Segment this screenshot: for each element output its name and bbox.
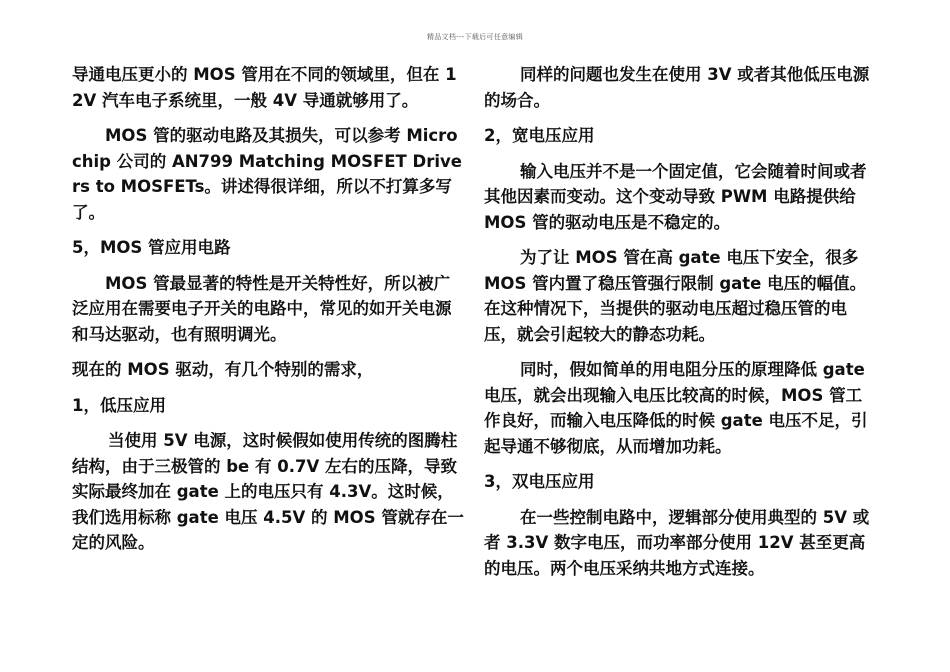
right-column bbox=[484, 62, 876, 591]
page-header: 精品文档---下载后可任意编辑 bbox=[426, 33, 524, 41]
paragraph: 当使用 5V 电源，这时候假如使用传统的图腾柱结构，由于三极管的 be 有 0.7V 左右的压降，导致实际最终加在 gate 上的电压只有 4.3V。这时候，我们选用标称 gate 电压 4.5V 的 MOS 管就存在一定的风险。 bbox=[72, 431, 464, 552]
paragraph: 在一些控制电路中，逻辑部分使用典型的 5V 或者 3.3V 数字电压，而功率部分使用 12V 甚至更高的电压。两个电压采纳共地方式连接。 bbox=[484, 507, 870, 578]
left-column bbox=[72, 62, 464, 566]
paragraph: MOS 管的驱动电路及其损失，可以参考 Microchip 公司的 AN799 Matching MOSFET Drivers to MOSFETs。讲述得很详细，所以不打算多写了。 bbox=[72, 126, 462, 222]
paragraph: 同样的问题也发生在使用 3V 或者其他低压电源的场合。 bbox=[484, 65, 870, 110]
section-heading: 2，宽电压应用 bbox=[484, 126, 595, 145]
section-heading: 5，MOS 管应用电路 bbox=[72, 238, 231, 257]
paragraph: 导通电压更小的 MOS 管用在不同的领域里，但在 12V 汽车电子系统里，一般 4V 导通就够用了。 bbox=[72, 65, 457, 110]
paragraph: 现在的 MOS 驱动，有几个特别的需求， bbox=[72, 360, 374, 379]
paragraph: 同时，假如简单的用电阻分压的原理降低 gate 电压，就会出现输入电压比较高的时候，MOS 管工作良好，而输入电压降低的时候 gate 电压不足，引起导通不够彻底，从而增加功耗。 bbox=[484, 360, 868, 456]
paragraph: 输入电压并不是一个固定值，它会随着时间或者其他因素而变动。这个变动导致 PWM 电路提供给 MOS 管的驱动电压是不稳定的。 bbox=[484, 161, 867, 232]
section-heading: 3，双电压应用 bbox=[484, 472, 595, 491]
paragraph: 为了让 MOS 管在高 gate 电压下安全，很多 MOS 管内置了稳压管强行限制 gate 电压的幅值。在这种情况下，当提供的驱动电压超过稳压管的电压，就会引起较大的静态功耗。 bbox=[484, 248, 867, 344]
section-heading: 1，低压应用 bbox=[72, 395, 166, 415]
paragraph: MOS 管最显著的特性是开关特性好，所以被广泛应用在需要电子开关的电路中，常见的如开关电源和马达驱动，也有照明调光。 bbox=[72, 273, 452, 344]
